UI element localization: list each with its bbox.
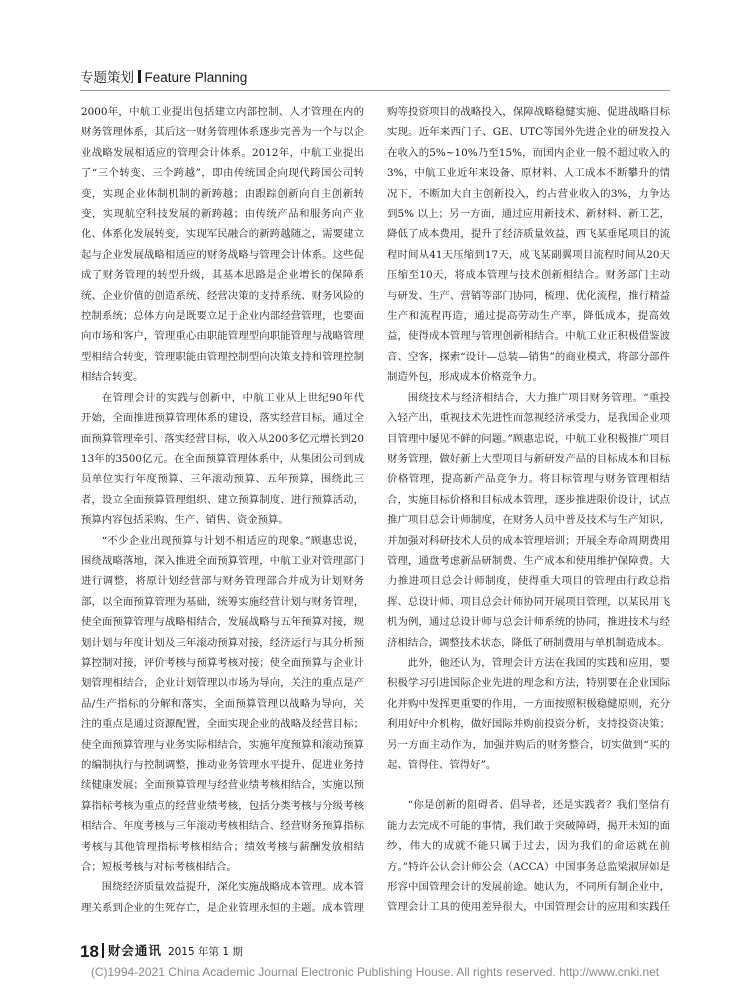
page-footer: [80, 940, 243, 962]
copyright-notice: (C)1994-2021 China Academic Journal Electronic Publishing House. All rights reserved. http://www.cnki.net: [90, 965, 660, 979]
paragraph: 围绕经济质量效益提升，深化实施战略成本管理。成本管理关系到企业的生死存亡，是企业管理永恒的主题。成本管理: [81, 881, 364, 914]
header-rule: [80, 90, 670, 91]
paragraph: 在管理会计的实践与创新中，中航工业从上世纪90年代开始，全面推进预算管理体系的建设，落实经营目标，通过全面预算管理牵引、落实经营目标，收入从200多亿元增长到2013年的3500亿元。在全面预算管理体系中，从集团公司到成员单位实行年度预算、三年滚动预算、五年预算，围绕此三者，设立全面预算管理组织、建立预算制度、进行预算活动，预算内容包括采购、生产、销售、资金预算。: [81, 391, 364, 527]
section-title-cn: 专题策划: [80, 70, 134, 86]
section-title-en: Feature Planning: [144, 70, 248, 85]
paragraph: “你是创新的阻碍者、倡导者，还是实践者？我们坚信有能力去完成不可能的事情，我们敢于突破障碍，揭开未知的面纱，伟大的成就不能只属于过去，因为我们的命运就在前方。”特许公认会计师公会（ACCA）中国事务总监梁淑屏如是形容中国管理会计的发展前途。她认为，不同所有制企业中，管理会计工具的使用差异很大，中国管理会计的应用和实践任: [387, 799, 670, 914]
paragraph: 购等投资项目的战略投入，保障战略稳健实施、促进战略目标实现。近年来西门子、GE、UTC等国外先进企业的研发投入在收入的5%~10%乃至15%，而国内企业一般不超过收入的3%，中航工业近年来设备、原材料、人工成本不断攀升的情况下，不断加大自主创新投入，约占营业收入的3%，力争达到5% 以上；另一方面，通过应用新技术、新材料、新工艺，降低了成本费用，提升了经济质量效益，西飞某垂尾项目的流程时间从41天压缩到17天，成飞某副翼项目流程时间从20天压缩至10天，将成本管理与技术创新相结合。财务部门主动与研发、生产、营销等部门协同，梳理、优化流程，推行精益生产和流程再造，通过提高劳动生产率，降低成本，提高效益，使得成本管理与管理创新相结合。中航工业正积极借鉴波音、空客，探索“设计—总装—销售”的商业模式，将部分部件制造外包，形成成本价格竞争力。: [387, 106, 670, 384]
paragraph: 此外，他还认为，管理会计方法在我国的实践和应用，要积极学习引进国际企业先进的理念和方法，特别要在企业国际化并购中发挥更重要的作用，一方面按照积极稳健原则，充分利用好中介机构，做好国际并购前投资分析，支持投资决策；另一方面主动作为，加强并购后的财务整合，切实做到“买的起、管得住、管得好”。: [387, 656, 670, 771]
header-divider: [138, 70, 141, 83]
paragraph: 围绕技术与经济相结合，大力推广项目财务管理。“重投入轻产出，重视技术先进性而忽视经济承受力，是我国企业项目管理中屡见不鲜的问题。”顾惠忠说，中航工业积极推广项目财务管理，做好新上大型项目与新研发产品的目标成本和目标价格管理，提高新产品竞争力。将目标管理与财务管理相结合，实施目标价格和目标成本管理，逐步推进限价设计，试点推广项目总会计师制度，在财务人员中普及技术与生产知识，并加强对科研技术人员的成本管理培训；开展全寿命周期费用管理，通盘考虑新品研制费、生产成本和使用维护保障费。大力推进项目总会计师制度，使得重大项目的管理由行政总指挥、总设计师、项目总会计师协同开展项目管理，以某民用飞机为例，通过总设计师与总会计师系统的协同，推进技术与经济相结合，调整技术状态，降低了研制费用与单机制造成本。: [387, 391, 670, 649]
section-header: [80, 66, 247, 86]
paragraph: “不少企业出现预算与计划不相适应的现象。”顾惠忠说，围绕战略落地，深入推进全面预算管理，中航工业对管理部门进行调整，将原计划经营部与财务管理部合并成为计划财务部，以全面预算管理为基础，统筹实施经营计划与财务管理，使全面预算管理与战略相结合，发展战略与五年预算对接，规划计划与年度计划及三年滚动预算对接，经济运行与其分析预算控制对接，评价考核与预算考核对接；使全面预算与企业计划管理相结合，企业计划管理以市场为导向，关注的重点是产品/生产指标的分解和落实，全面预算管理以战略为导向，关注的重点是通过资源配置，全面实现企业的战略及经营目标；使全面预算管理与业务实际相结合，实施年度预算和滚动预算的编制执行与控制调整，推动业务管理水平提升、促进业务持续健康发展；全面预算管理与经营业绩考核相结合，实施以预算指标考核为重点的经营业绩考核，包括分类考核与分级考核相结合、年度考核与三年滚动考核相结合、经营财务预算指标考核与其他管理指标考核相结合；绩效考核与薪酬发放相结合；短板考核与对标考核相结合。: [81, 534, 364, 874]
paragraph-gap: [387, 775, 670, 795]
left-column: [81, 102, 364, 918]
issue-label: 2015 年第 1 期: [167, 946, 243, 958]
right-column: [387, 102, 670, 918]
paragraph: 2000年，中航工业提出包括建立内部控制、人才管理在内的财务管理体系，其后这一财务管理体系逐步完善为一个与以企业战略发展相适应的管理会计体系。2012年，中航工业提出了“三个转变、三个跨越”，即由传统国企向现代跨国公司转变，实现企业体制机制的新跨越；由跟踪创新向自主创新转变，实现航空科技发展的新跨越；由传统产品和服务向产业化、体系化发展转变，实现军民融合的新跨越随之，需要建立起与企业发展战略相适应的财务战略与管理会计体系。这些促成了财务管理的转型升级，其基本思路是企业增长的保障系统、企业价值的创造系统、经营决策的支持系统、财务风险的控制系统；总体方向是既要立足于企业内部经营管理，也要面向市场和客户，管理重心由职能管理型向职能管理与战略管理型相结合转变，管理职能由管理控制型向决策支持和管理控制相结合转变。: [81, 106, 364, 384]
page-number: 18: [80, 942, 108, 962]
magazine-title: 财会通讯: [107, 943, 162, 958]
